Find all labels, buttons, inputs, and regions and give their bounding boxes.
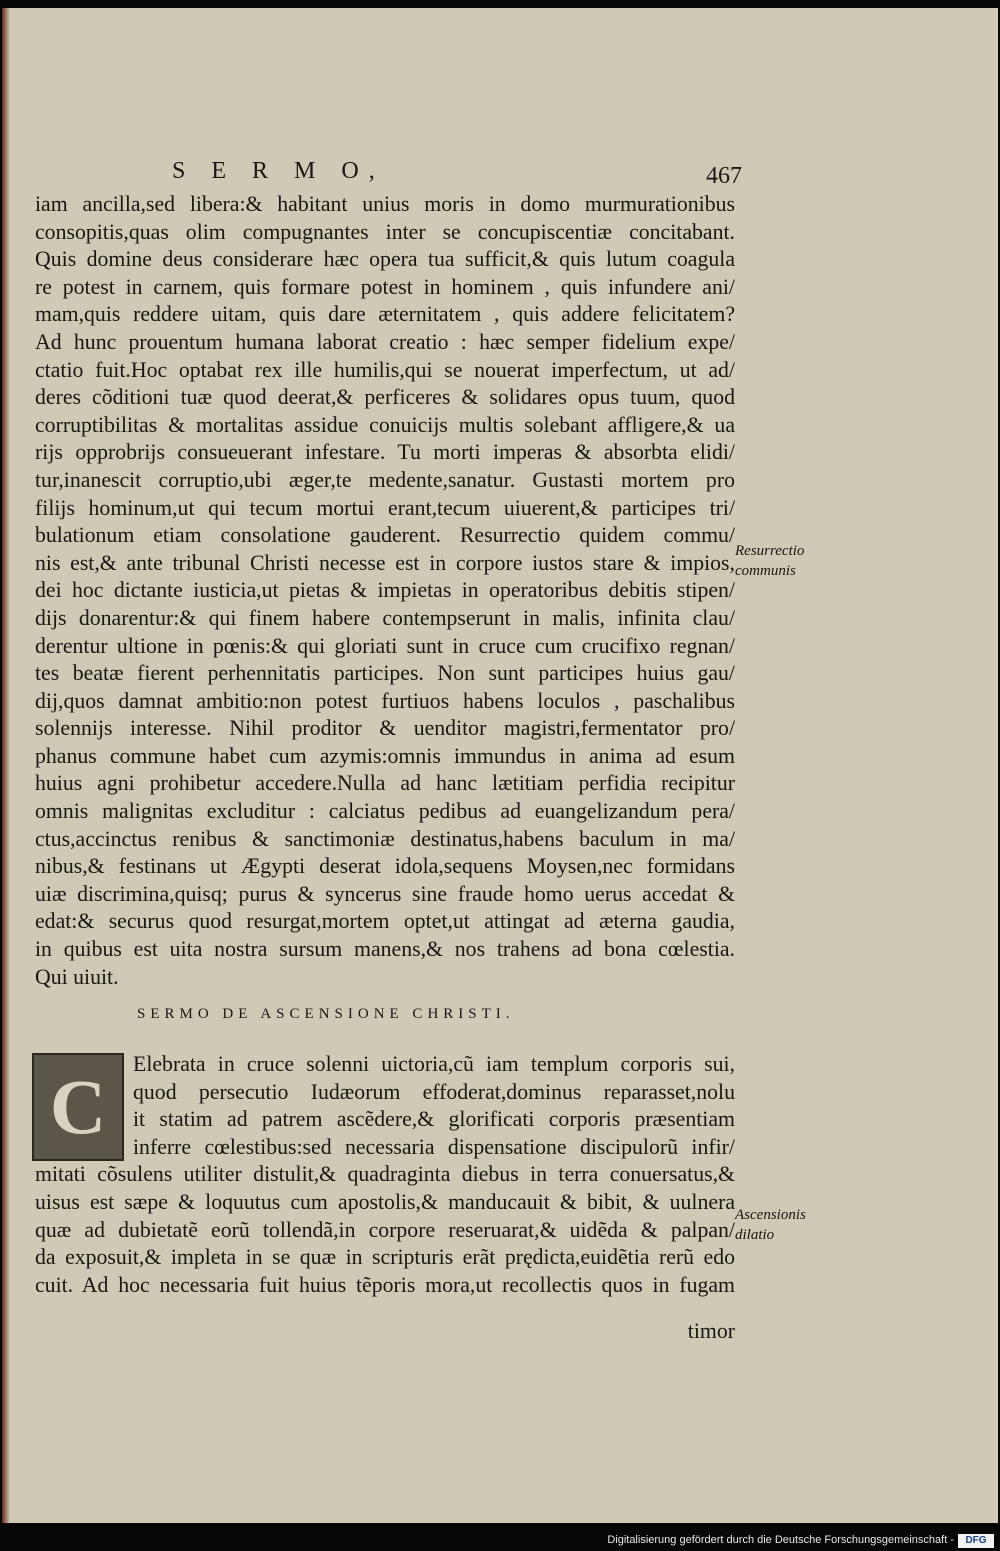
text-line: solennijs interesse. Nihil proditor & uenditor magistri,fermentator pro/ [35, 716, 735, 741]
text-line: cuit. Ad hoc necessaria fuit huius tẽporis mora,ut recollectis quos in fugam [35, 1272, 735, 1297]
margin-note-line: communis [735, 563, 796, 579]
text-line: consopitis,quas olim compugnantes inter se concupiscentiæ concitabant. [35, 219, 735, 244]
text-line: it statim ad patrem ascẽdere,& glorificati corporis præsentiam [133, 1107, 735, 1132]
text-line: uiæ discrimina,quisq; purus & syncerus sine fraude homo uerus accedat & [35, 881, 735, 906]
text-line: da exposuit,& impleta in se quæ in scripturis erãt prędicta,euidẽtia rerũ edo [35, 1245, 735, 1270]
text-line: edat:& securus quod resurgat,mortem optet,ut attingat ad æterna gaudia, [35, 909, 735, 934]
text-line: re potest in carnem, quis formare potest in hominem , quis infundere ani/ [35, 274, 735, 299]
text-line: dijs donarentur:& qui finem habere contempserunt in malis, infinita clau/ [35, 605, 735, 630]
margin-note-line: Resurrectio [735, 543, 805, 559]
text-line: omnis malignitas excluditur : calciatus pedibus ad euangelizandum pera/ [35, 799, 735, 824]
book-spine-edge [2, 8, 10, 1523]
text-line: dij,quos damnat ambitio:non potest furtiuos habens loculos , paschalibus [35, 688, 735, 713]
text-line: quæ ad dubietatẽ eorũ tollendã,in corpore reseruarat,& uidẽda & palpan/ [35, 1217, 735, 1242]
running-title: S E R M O, [172, 158, 385, 184]
digitization-footer [0, 1531, 1000, 1551]
margin-note-ascensionis [735, 1205, 806, 1245]
text-line: mam,quis reddere uitam, quis dare æternitatem , quis addere felicitatem? [35, 302, 735, 327]
text-line: mitati cõsulens utiliter distulit,& quadraginta diebus in terra conuersatus,& [35, 1162, 735, 1187]
text-line: filijs hominum,ut qui tecum mortui erant,tecum uiuerent,& participes tri/ [35, 495, 735, 520]
text-line: Qui uiuit. [35, 964, 119, 989]
book-page [2, 8, 998, 1523]
margin-note-resurrectio [735, 541, 804, 581]
text-line: quod persecutio Iudæorum effoderat,dominus reparasset,nolu [133, 1079, 735, 1104]
sermon-heading: SERMO DE ASCENSIONE CHRISTI. [137, 1006, 515, 1022]
text-line: dei hoc dictante iusticia,ut pietas & impietas in operatoribus debitis stipen/ [35, 578, 735, 603]
text-line: nis est,& ante tribunal Christi necesse est in corpore iustos stare & impios, [35, 550, 735, 575]
text-line: Quis domine deus considerare hæc opera tua sufficit,& quis lutum coagula [35, 247, 735, 272]
dfg-logo: DFG [958, 1534, 994, 1548]
text-line: derentur ultione in pœnis:& qui gloriati sunt in cruce cum crucifixo regnan/ [35, 633, 735, 658]
margin-note-line: dilatio [735, 1227, 775, 1243]
text-line: iam ancilla,sed libera:& habitant unius moris in domo murmurationibus [35, 192, 735, 216]
footer-credit: Digitalisierung gefördert durch die Deutsche Forschungsgemeinschaft - [607, 1534, 954, 1546]
text-line: nibus,& festinans ut Ægypti deserat idola,sequens Moysen,nec formidans [35, 854, 735, 879]
page-number: 467 [706, 163, 742, 189]
text-line: ctatio fuit.Hoc optabat rex ille humilis,qui se nouerat imperfectum, ut ad/ [35, 357, 735, 382]
text-line: corruptibilitas & mortalitas assidue conuicijs multis solebant affligere,& ua [35, 412, 735, 437]
text-line: Elebrata in cruce solenni uictoria,cũ iam templum corporis sui, [133, 1052, 735, 1076]
ascension-sermon-text [35, 1051, 735, 1299]
catchword: timor [687, 1319, 735, 1343]
text-line: tes beatæ fierent perhennitatis participes. Non sunt participes huius gau/ [35, 661, 735, 686]
text-line: uisus est sæpe & loquutus cum apostolis,& manducauit & bibit, & uulnera [35, 1189, 735, 1214]
text-line: huius agni prohibetur accedere.Nulla ad hanc lætitiam perfidia recipitur [35, 771, 735, 796]
sermon-end-text [35, 191, 735, 991]
text-line: in quibus est uita nostra sursum manens,& nos trahens ad bona cœlestia. [35, 937, 735, 962]
text-line: ctus,accinctus renibus & sanctimoniæ destinatus,habens baculum in ma/ [35, 826, 735, 851]
initial-letter: C [49, 1063, 107, 1150]
text-line: tur,inanescit corruptio,ubi æger,te medente,sanatur. Gustasti mortem pro [35, 467, 735, 492]
text-line: deres cõditioni tuæ quod deerat,& perficeres & solidares opus tuum, quod [35, 385, 735, 410]
text-line: Ad hunc prouentum humana laborat creatio : hæc semper fidelium expe/ [35, 329, 735, 354]
text-line: phanus commune habet cum azymis:omnis immundus in anima ad esum [35, 743, 735, 768]
margin-note-line: Ascensionis [735, 1207, 806, 1223]
text-line: rijs opprobrijs consueuerant infestare. Tu morti imperas & absorbta elidi/ [35, 440, 735, 465]
text-line: inferre cœlestibus:sed necessaria dispensatione discipulorũ infir/ [133, 1134, 735, 1159]
text-line: bulationum etiam consolatione gauderent. Resurrectio quidem commu/ [35, 523, 735, 548]
